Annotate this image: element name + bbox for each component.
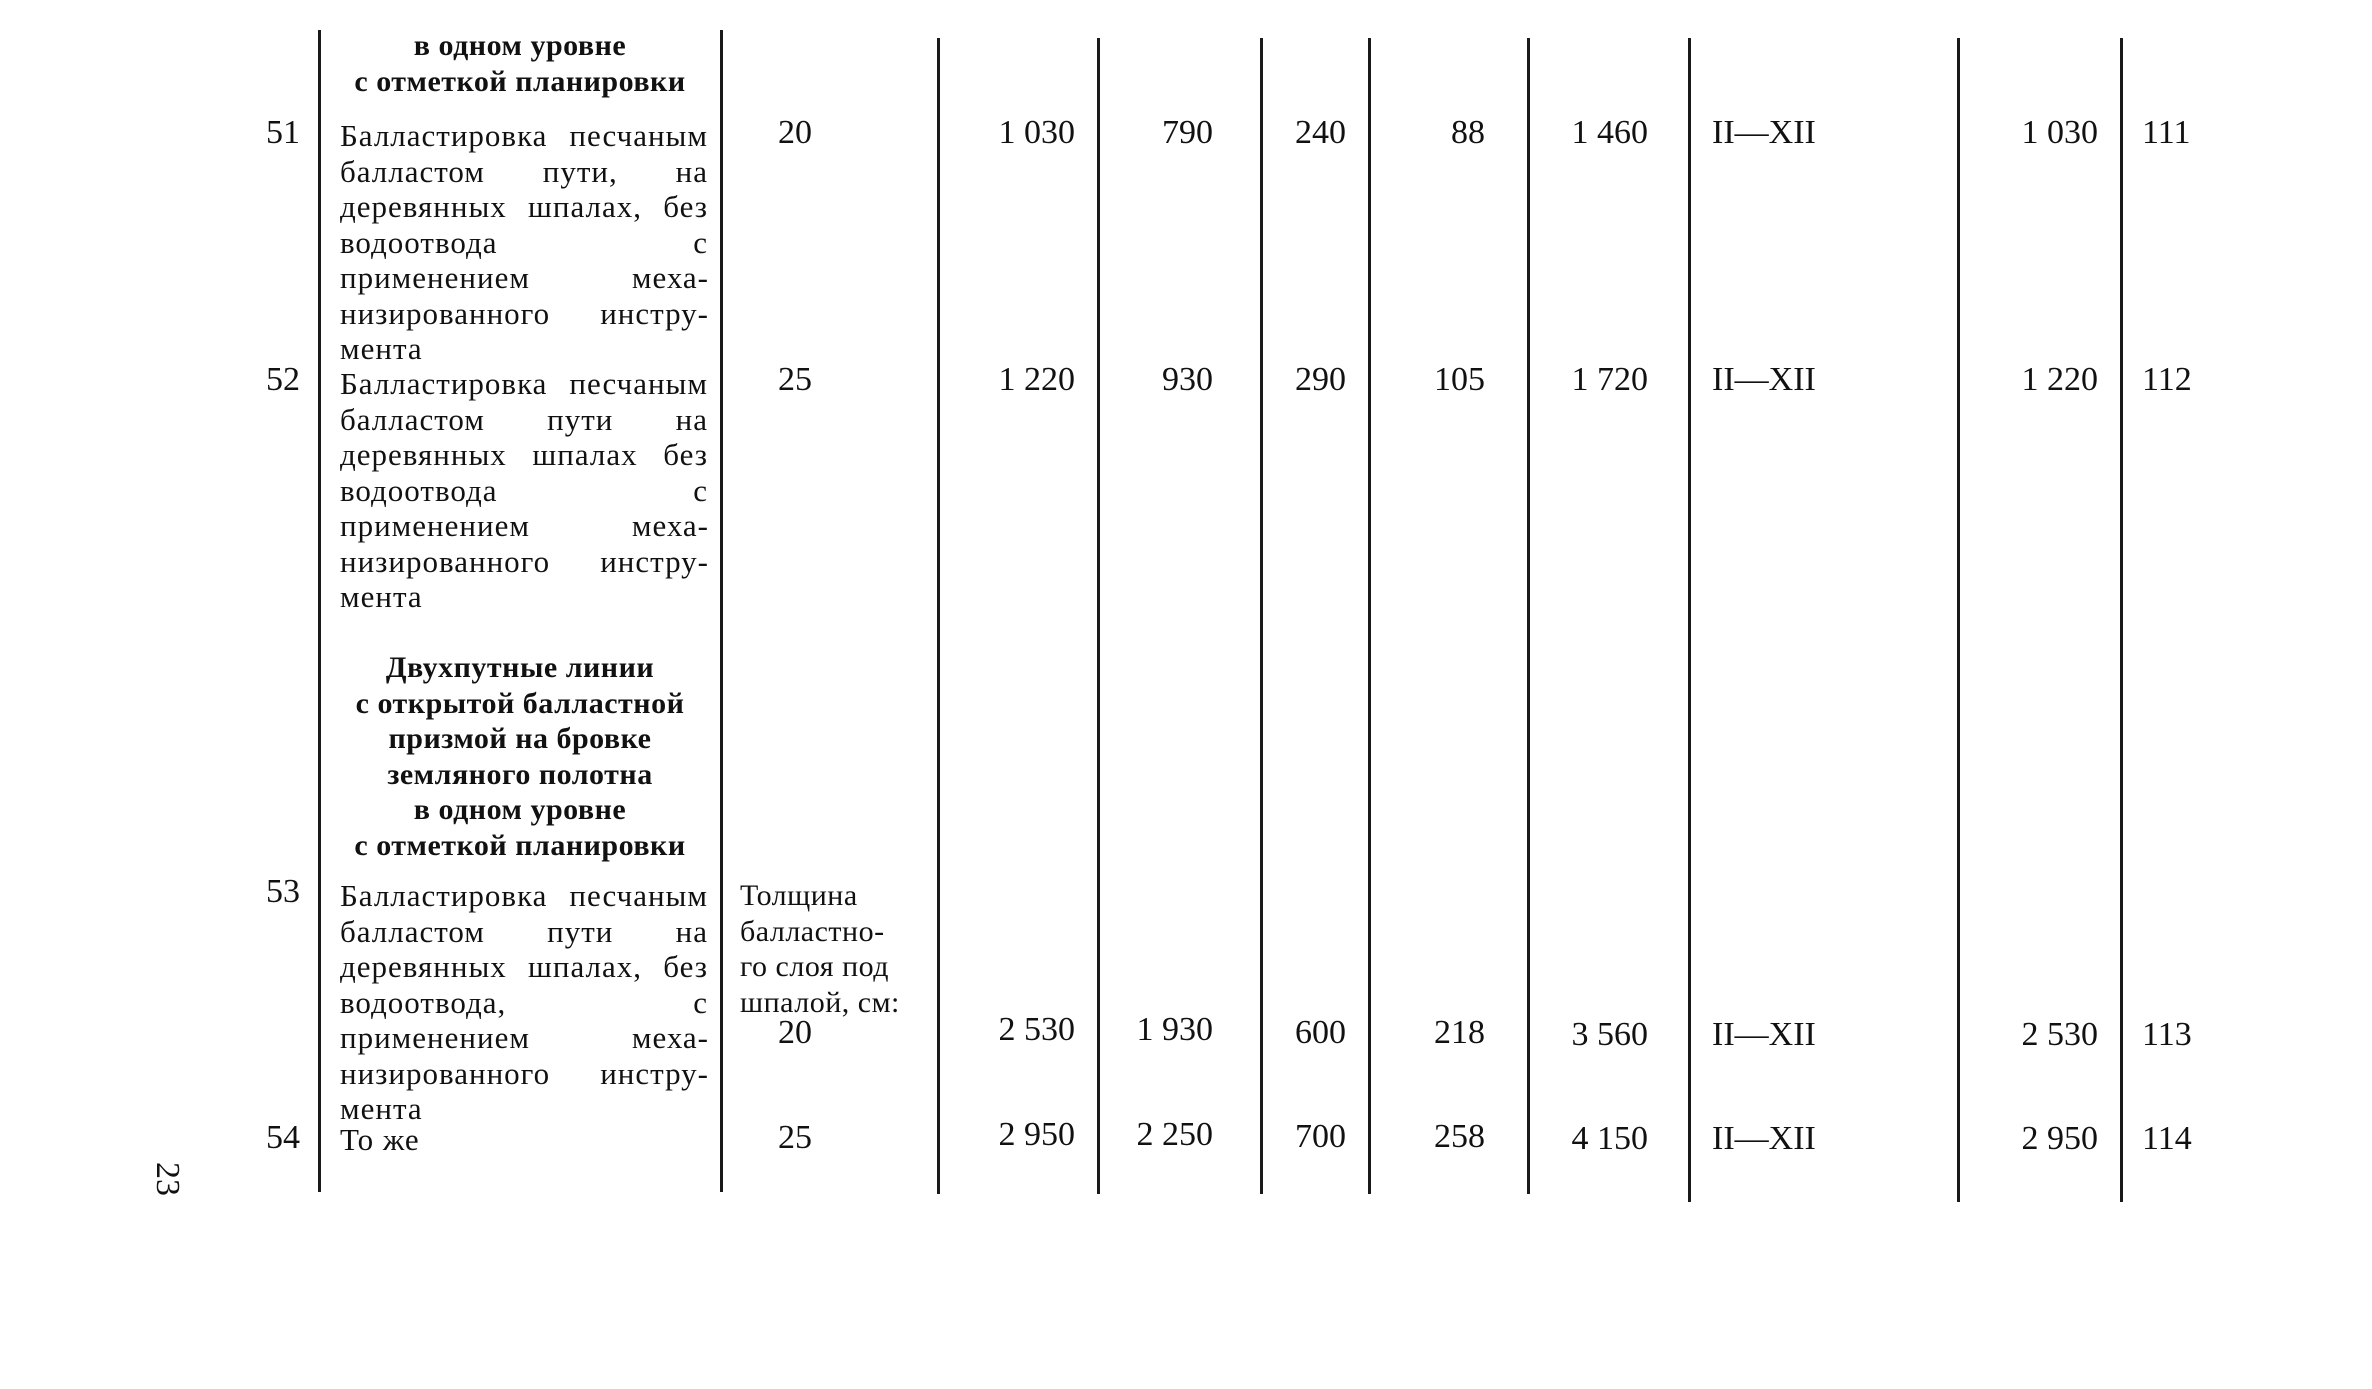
value-cell: 4 150 xyxy=(1571,1120,1648,1157)
row-number: 52 xyxy=(266,361,300,398)
value-cell: 1 930 xyxy=(1136,1011,1213,1048)
column-rule xyxy=(1688,38,1691,1202)
page-number: 23 xyxy=(149,1162,186,1196)
value-cell: 3 560 xyxy=(1571,1016,1648,1053)
section-heading-tail: в одном уровне с отметкой планировки xyxy=(354,29,686,98)
value-cell: 1 220 xyxy=(2021,361,2098,398)
column-rule xyxy=(937,38,940,1194)
work-months: II—XII xyxy=(1712,1120,1816,1157)
value-cell: 930 xyxy=(1162,361,1213,398)
value-cell: 2 250 xyxy=(1136,1116,1213,1153)
value-cell: 2 530 xyxy=(998,1011,1075,1048)
ballast-thickness: 20 xyxy=(778,1014,812,1051)
column-rule xyxy=(1260,38,1263,1194)
row-number: 51 xyxy=(266,114,300,151)
value-cell: 1 220 xyxy=(998,361,1075,398)
row-number: 53 xyxy=(266,873,300,910)
value-cell: 600 xyxy=(1295,1014,1346,1051)
work-months: II—XII xyxy=(1712,1016,1816,1053)
work-description: Балластировка песчаным балластом пути, на деревянных шпалах, без водоотвода с применением механизированного инструмента xyxy=(340,118,708,366)
work-description: То же xyxy=(340,1122,420,1157)
column-rule xyxy=(720,30,723,1192)
thickness-note: Толщина балластно- го слоя под шпалой, см: xyxy=(740,879,900,1019)
item-code: 113 xyxy=(2142,1016,2192,1053)
work-description: Балластировка песчаным балластом пути на деревянных шпалах без водоотвода с применением механизированного инструмента xyxy=(340,366,708,614)
value-cell: 1 720 xyxy=(1571,361,1648,398)
column-rule xyxy=(1368,38,1371,1194)
row-number: 54 xyxy=(266,1119,300,1156)
value-cell: 2 950 xyxy=(998,1116,1075,1153)
item-code: 112 xyxy=(2142,361,2192,398)
value-cell: 218 xyxy=(1434,1014,1485,1051)
item-code: 114 xyxy=(2142,1120,2192,1157)
value-cell: 1 460 xyxy=(1571,114,1648,151)
column-rule xyxy=(1957,38,1960,1202)
value-cell: 240 xyxy=(1295,114,1346,151)
ballast-thickness: 25 xyxy=(778,361,812,398)
value-cell: 88 xyxy=(1451,114,1485,151)
column-rule xyxy=(1527,38,1530,1194)
value-cell: 290 xyxy=(1295,361,1346,398)
column-rule xyxy=(1097,38,1100,1194)
section-heading: Двухпутные линии с открытой балластной призмой на бровке земляного полотна в одном уровне с отметкой планировки xyxy=(354,651,686,862)
column-rule xyxy=(318,30,321,1192)
value-cell: 790 xyxy=(1162,114,1213,151)
value-cell: 1 030 xyxy=(2021,114,2098,151)
item-code: 111 xyxy=(2142,114,2191,151)
value-cell: 2 530 xyxy=(2021,1016,2098,1053)
value-cell: 700 xyxy=(1295,1118,1346,1155)
value-cell: 2 950 xyxy=(2021,1120,2098,1157)
work-months: II—XII xyxy=(1712,114,1816,151)
value-cell: 258 xyxy=(1434,1118,1485,1155)
work-description: Балластировка песчаным балластом пути на деревянных шпалах, без водоотвода, с применением механизированного инструмента xyxy=(340,878,708,1126)
value-cell: 1 030 xyxy=(998,114,1075,151)
work-months: II—XII xyxy=(1712,361,1816,398)
ballast-thickness: 20 xyxy=(778,114,812,151)
column-rule xyxy=(2120,38,2123,1202)
value-cell: 105 xyxy=(1434,361,1485,398)
ballast-thickness: 25 xyxy=(778,1119,812,1156)
